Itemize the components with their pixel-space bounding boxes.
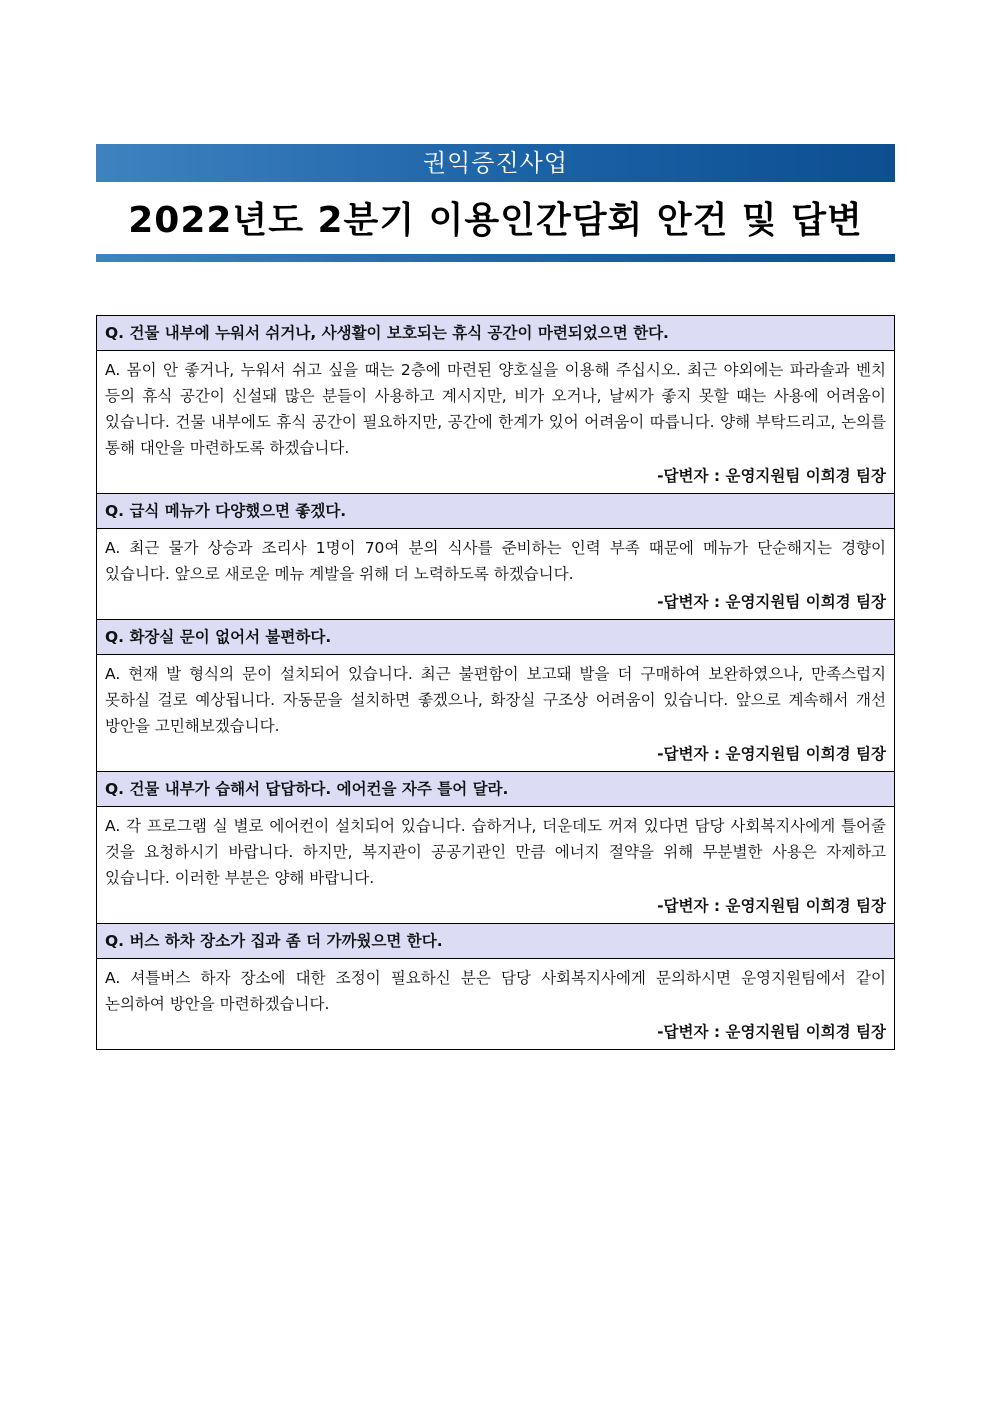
answer-text	[97, 529, 894, 587]
question-row: Q. 건물 내부가 습해서 답답하다. 에어컨을 자주 틀어 달라.	[97, 772, 894, 807]
answer-body: A. 최근 물가 상승과 조리사 1명이 70여 분의 식사를 준비하는 인력 부족 때문에 메뉴가 단순해지는 경향이 있습니다. 앞으로 새로운 메뉴 계발을 위해 더 노력하도록 하겠습니다.	[105, 539, 886, 583]
qa-item	[97, 494, 894, 620]
answer-text	[97, 807, 894, 891]
answer-body: A. 몸이 안 좋거나, 누워서 쉬고 싶을 때는 2층에 마련된 양호실을 이용해 주십시오. 최근 야외에는 파라솔과 벤치 등의 휴식 공간이 신설돼 많은 분들이 사용하고 계시지만, 비가 오거나, 날씨가 좋지 못할 때는 사용에 어려움이 있습니다. 건물 내부에도 휴식 공간이 필요하지만, 공간에 한계가 있어 어려움이 따릅니다. 양해 부탁드리고, 논의를 통해 대안을 마련하도록 하겠습니다.	[105, 361, 886, 457]
qa-item	[97, 620, 894, 772]
responder-line: -답변자 : 운영지원팀 이희경 팀장	[657, 467, 886, 485]
responder-line: -답변자 : 운영지원팀 이희경 팀장	[657, 745, 886, 763]
answer-body: A. 셔틀버스 하자 장소에 대한 조정이 필요하신 분은 담당 사회복지사에게 문의하시면 운영지원팀에서 같이 논의하여 방안을 마련하겠습니다.	[105, 969, 886, 1013]
title-underline-bar	[96, 254, 895, 262]
question-row: Q. 급식 메뉴가 다양했으면 좋겠다.	[97, 494, 894, 529]
qa-item	[97, 924, 894, 1050]
responder-line: -답변자 : 운영지원팀 이희경 팀장	[657, 593, 886, 611]
document-page	[96, 144, 895, 1050]
qa-item	[97, 772, 894, 924]
qa-item	[97, 316, 894, 494]
answer-body: A. 현재 발 형식의 문이 설치되어 있습니다. 최근 불편함이 보고돼 발을 더 구매하여 보완하였으나, 만족스럽지 못하실 걸로 예상됩니다. 자동문을 설치하면 좋겠으나, 화장실 구조상 어려움이 있습니다. 앞으로 계속해서 개선 방안을 고민해보겠습니다.	[105, 665, 886, 735]
question-row: Q. 화장실 문이 없어서 불편하다.	[97, 620, 894, 655]
answer-text	[97, 351, 894, 461]
qa-table	[96, 315, 895, 1050]
answer-text	[97, 655, 894, 739]
page-title: 2022년도 2분기 이용인간담회 안건 및 답변	[128, 200, 863, 241]
question-row: Q. 건물 내부에 누워서 쉬거나, 사생활이 보호되는 휴식 공간이 마련되었으면 한다.	[97, 316, 894, 351]
answer-text	[97, 959, 894, 1017]
responder-line: -답변자 : 운영지원팀 이희경 팀장	[657, 897, 886, 915]
question-row: Q. 버스 하차 장소가 집과 좀 더 가까웠으면 한다.	[97, 924, 894, 959]
responder-line: -답변자 : 운영지원팀 이희경 팀장	[657, 1023, 886, 1041]
answer-body: A. 각 프로그램 실 별로 에어컨이 설치되어 있습니다. 습하거나, 더운데도 꺼져 있다면 담당 사회복지사에게 틀어줄 것을 요청하시기 바랍니다. 하지만, 복지관이 공공기관인 만큼 에너지 절약을 위해 무분별한 사용은 자제하고 있습니다. 이러한 부분은 양해 바랍니다.	[105, 817, 886, 887]
program-banner: 권익증진사업	[96, 144, 895, 182]
